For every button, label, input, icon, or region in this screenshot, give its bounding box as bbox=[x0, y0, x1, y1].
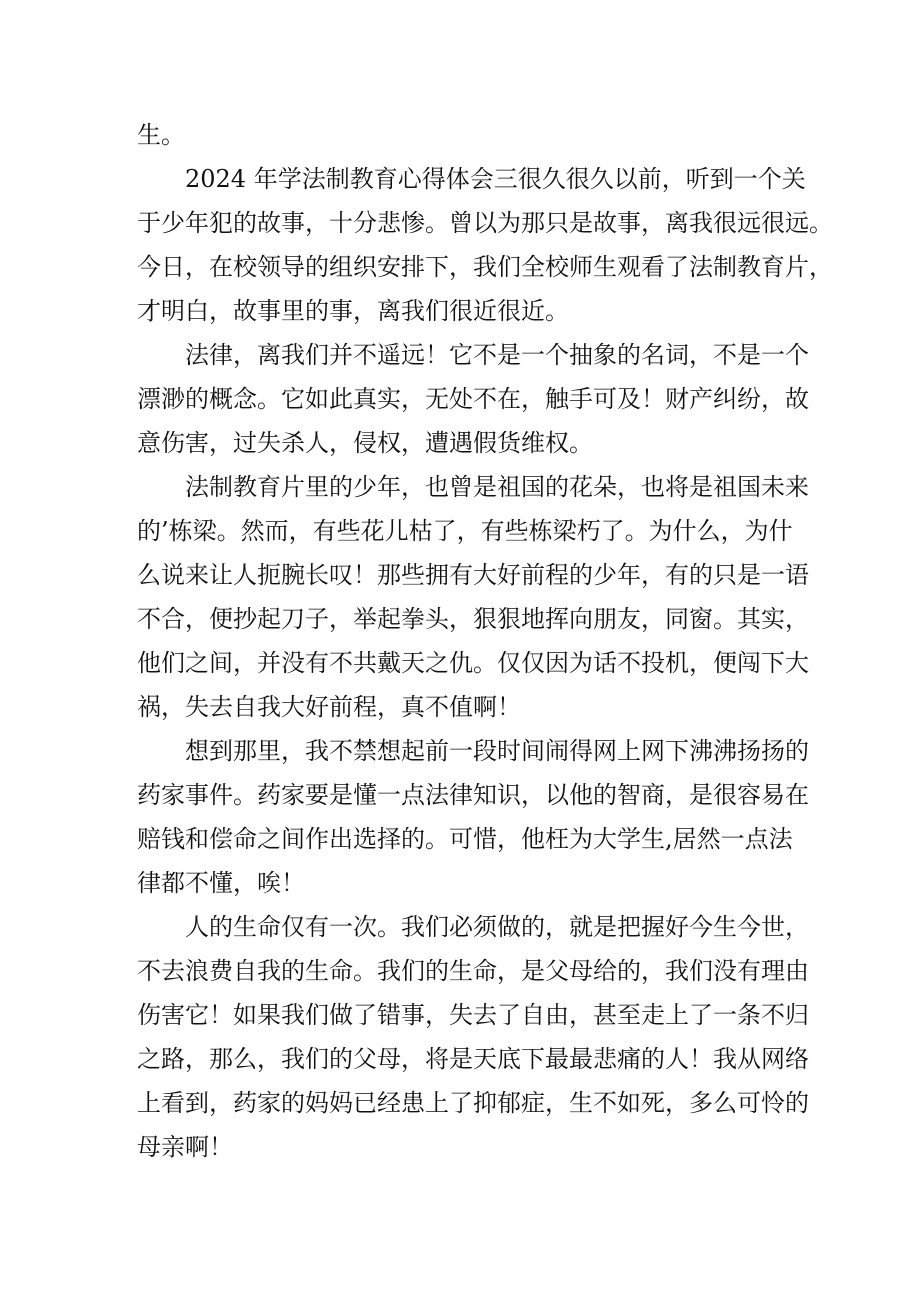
paragraph bbox=[137, 333, 809, 465]
text-line: 生。 bbox=[137, 121, 185, 149]
text-column bbox=[137, 113, 833, 1169]
text-line: 法律，离我们并不遥远！它不是一个抽象的名词，不是一个 bbox=[185, 341, 809, 369]
text-line: 他们之间，并没有不共戴天之仇。仅仅因为话不投机，便闯下大 bbox=[137, 649, 809, 677]
text-line: 不去浪费自我的生命。我们的生命，是父母给的，我们没有理由 bbox=[137, 957, 809, 985]
text-line: 药家事件。药家要是懂一点法律知识，以他的智商，是很容易在 bbox=[137, 781, 809, 809]
text-line: 想到那里，我不禁想起前一段时间闹得网上网下沸沸扬扬的 bbox=[185, 737, 809, 765]
text-line: 么说来让人扼腕长叹！那些拥有大好前程的少年，有的只是一语 bbox=[137, 561, 809, 589]
text-line: 才明白，故事里的事，离我们很近很近。 bbox=[137, 297, 569, 325]
text-line: 之路，那么，我们的父母，将是天底下最最悲痛的人！我从网络 bbox=[137, 1045, 809, 1073]
paragraph bbox=[137, 905, 809, 1169]
text-line: 于少年犯的故事，十分悲惨。曾以为那只是故事，离我很远很远。 bbox=[137, 209, 833, 237]
text-line: 意伤害，过失杀人，侵权，遭遇假货维权。 bbox=[137, 429, 593, 457]
paragraph bbox=[137, 465, 809, 729]
paragraph bbox=[137, 729, 809, 905]
text-line: 2024 年学法制教育心得体会三很久很久以前，听到一个关 bbox=[185, 165, 806, 193]
text-line: 上看到，药家的妈妈已经患上了抑郁症，生不如死，多么可怜的 bbox=[137, 1089, 809, 1117]
text-line: 法制教育片里的少年，也曾是祖国的花朵，也将是祖国未来 bbox=[185, 473, 809, 501]
paragraph bbox=[137, 157, 833, 333]
text-line: 律都不懂，唉！ bbox=[137, 869, 305, 897]
text-line: 漂渺的概念。它如此真实，无处不在，触手可及！财产纠纷，故 bbox=[137, 385, 809, 413]
text-line: 赔钱和偿命之间作出选择的。可惜，他枉为大学生,居然一点法 bbox=[137, 825, 793, 853]
text-line: 伤害它！如果我们做了错事，失去了自由，甚至走上了一条不归 bbox=[137, 1001, 809, 1029]
text-line: 母亲啊！ bbox=[137, 1133, 233, 1161]
text-line: 人的生命仅有一次。我们必须做的，就是把握好今生今世， bbox=[185, 913, 809, 941]
text-line: 的’栋梁。然而，有些花儿枯了，有些栋梁朽了。为什么，为什 bbox=[137, 517, 793, 545]
paragraph bbox=[137, 113, 783, 157]
text-line: 祸，失去自我大好前程，真不值啊！ bbox=[137, 693, 521, 721]
text-line: 不合，便抄起刀子，举起拳头，狠狠地挥向朋友，同窗。其实， bbox=[137, 605, 809, 633]
text-line: 今日，在校领导的组织安排下，我们全校师生观看了法制教育片， bbox=[137, 253, 833, 281]
